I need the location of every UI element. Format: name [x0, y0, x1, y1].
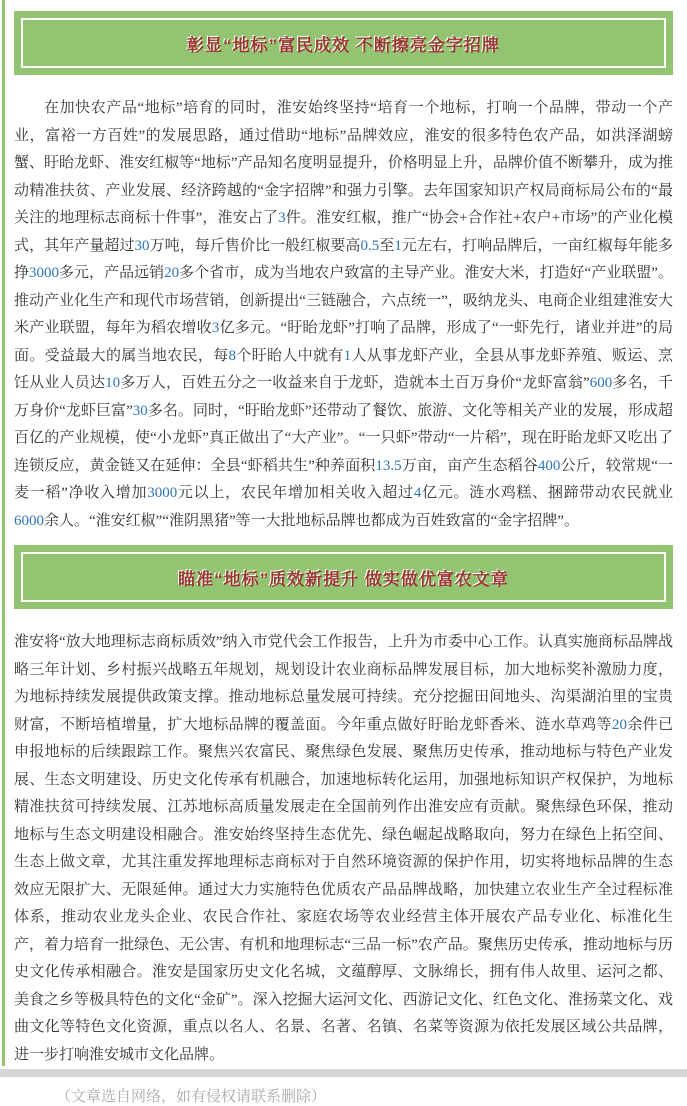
- highlighted-number: 20: [164, 265, 180, 281]
- section-fumin-chengxiao: [14, 11, 673, 535]
- highlighted-number: 0.5: [360, 237, 380, 254]
- highlighted-number: 1: [394, 237, 402, 254]
- highlighted-number: 8: [228, 347, 237, 364]
- highlighted-number: 6000: [14, 512, 44, 529]
- highlighted-number: 1: [343, 347, 352, 364]
- highlighted-number: 3: [211, 320, 220, 336]
- highlighted-number: 4: [413, 485, 422, 501]
- section-2-paragraph: 淮安将“放大地理标志商标质效”纳入市党代会工作报告，上升为市委中心工作。认真实施商标品牌战略三年计划、乡村振兴战略五年规划，规划设计农业商标品牌发展目标，加大地标奖补激励力度，为地标持续发展提供政策支撑。推动地标总量发展可持续。充分挖掘田间地头、沟渠湖泊里的宝贵财富，不断培植增量，扩大地标品牌的覆盖面。今年重点做好盱眙龙虾香米、涟水草鸡等20余件已申报地标的后续跟踪工作。聚焦兴农富民、聚焦绿色发展、聚焦历史传承，推动地标与特色产业发展、生态文明建设、历史文化传承有机融合，加速地标转化运用，加强地标知识产权保护，为地标精准扶贫可持续发展、江苏地标高质量发展走在全国前列作出淮安应有贡献。聚焦绿色环保，推动地标与生态文明建设相融合。淮安始终坚持生态优先、绿色崛起战略取向，努力在绿色上拓空间、生态上做文章，尤其注重发挥地理标志商标对于自然环境资源的保护作用，切实将地标品牌的生态效应无限扩大、无限延伸。通过大力实施特色优质农产品品牌战略，加快建立农业生产全过程标准体系，推动农业龙头企业、农民合作社、家庭农场等农业经营主体开展农产品专业化、标准化生产，着力培育一批绿色、无公害、有机和地理标志“三品一标”农产品。聚焦历史传承，推动地标与历史文化传承相融合。淮安是国家历史文化名城，文蕴醇厚、文脉绵长，拥有伟人故里、运河之都、美食之乡等极具特色的文化“金矿”。深入挖掘大运河文化、西游记文化、红色文化、淮扬菜文化、戏曲文化等特色文化资源，重点以名人、名景、名著、名镇、名菜等资源为依托发展区域公共品牌，进一步打响淮安城市文化品牌。: [14, 634, 673, 1063]
- section-1-banner: [14, 11, 673, 75]
- highlighted-number: 400: [537, 457, 561, 474]
- section-zhixiao-tisheng: [14, 545, 673, 1069]
- highlighted-number: 3000: [147, 485, 178, 501]
- section-2-title: 瞄准“地标”质效新提升 做实做优富农文章: [178, 569, 509, 589]
- section-1-title: 彰显“地标”富民成效 不断擦亮金字招牌: [187, 35, 500, 55]
- section-1-paragraph: 在加快农产品“地标”培育的同时，淮安始终坚持“培育一个地标，打响一个品牌，带动一个产业，富裕一方百姓”的发展思路，通过借助“地标”品牌效应，淮安的很多特色农产品，如洪泽湖螃蟹、盱眙龙虾、淮安红椒等“地标”产品知名度明显提升，价格明显上升，品牌价值不断攀升，成为推动精准扶贫、产业发展、经济跨越的“金字招牌”和强力引擎。去年国家知识产权局商标局公布的“最关注的地理标志商标十件事”，淮安占了3件。淮安红椒，推广“协会+合作社+农户+市场”的产业化模式，其年产量超过30万吨，每斤售价比一般红椒要高0.5至1元左右，打响品牌后，一亩红椒每年能多挣3000多元，产品远销20多个省市，成为当地农户致富的主导产业。淮安大米，打造好“产业联盟”。推动产业化生产和现代市场营销，创新提出“三链融合，六点统一”，吸纳龙头、电商企业组建淮安大米产业联盟，每年为稻农增收3亿多元。“盱眙龙虾”打响了品牌，形成了“一虾先行，诸业并进”的局面。受益最大的属当地农民，每8个盱眙人中就有1人从事龙虾产业，全县从事龙虾养殖、贩运、烹饪从业人员达10多万人，百姓五分之一收益来自于龙虾，造就本土百万身价“龙虾富翁”600多名，千万身价“龙虾巨富”30多名。同时，“盱眙龙虾”还带动了餐饮、旅游、文化等相关产业的发展，形成超百亿的产业规模，使“小龙虾”真正做出了“大产业”。“一只虾”带动“一片稻”，现在盱眙龙虾又吃出了连锁反应，黄金链又在延伸：全县“虾稻共生”种养面积13.5万亩，亩产生态稻谷400公斤，较常规“一麦一稻”净收入增加3000元以上，农民年增加相关收入超过4亿元。涟水鸡糕、捆蹄带动农民就业6000余人。“淮安红椒”“淮阴黑猪”等一大批地标品牌也都成为百姓致富的“金字招牌”。: [14, 100, 673, 529]
- bottom-edge: [0, 1069, 687, 1077]
- source-disclaimer: （文章选自网络，如有侵权请联系删除）: [56, 1089, 327, 1105]
- highlighted-number: 30: [134, 237, 150, 254]
- section-2-banner: [14, 545, 673, 609]
- left-accent-line: [2, 0, 5, 1066]
- highlighted-number: 30: [132, 402, 148, 419]
- highlighted-number: 600: [589, 375, 613, 391]
- highlighted-number: 3000: [29, 265, 60, 281]
- highlighted-number: 13.5: [375, 457, 402, 474]
- highlighted-number: 10: [105, 375, 121, 391]
- highlighted-number: 3: [278, 210, 286, 226]
- highlighted-number: 20: [611, 716, 627, 733]
